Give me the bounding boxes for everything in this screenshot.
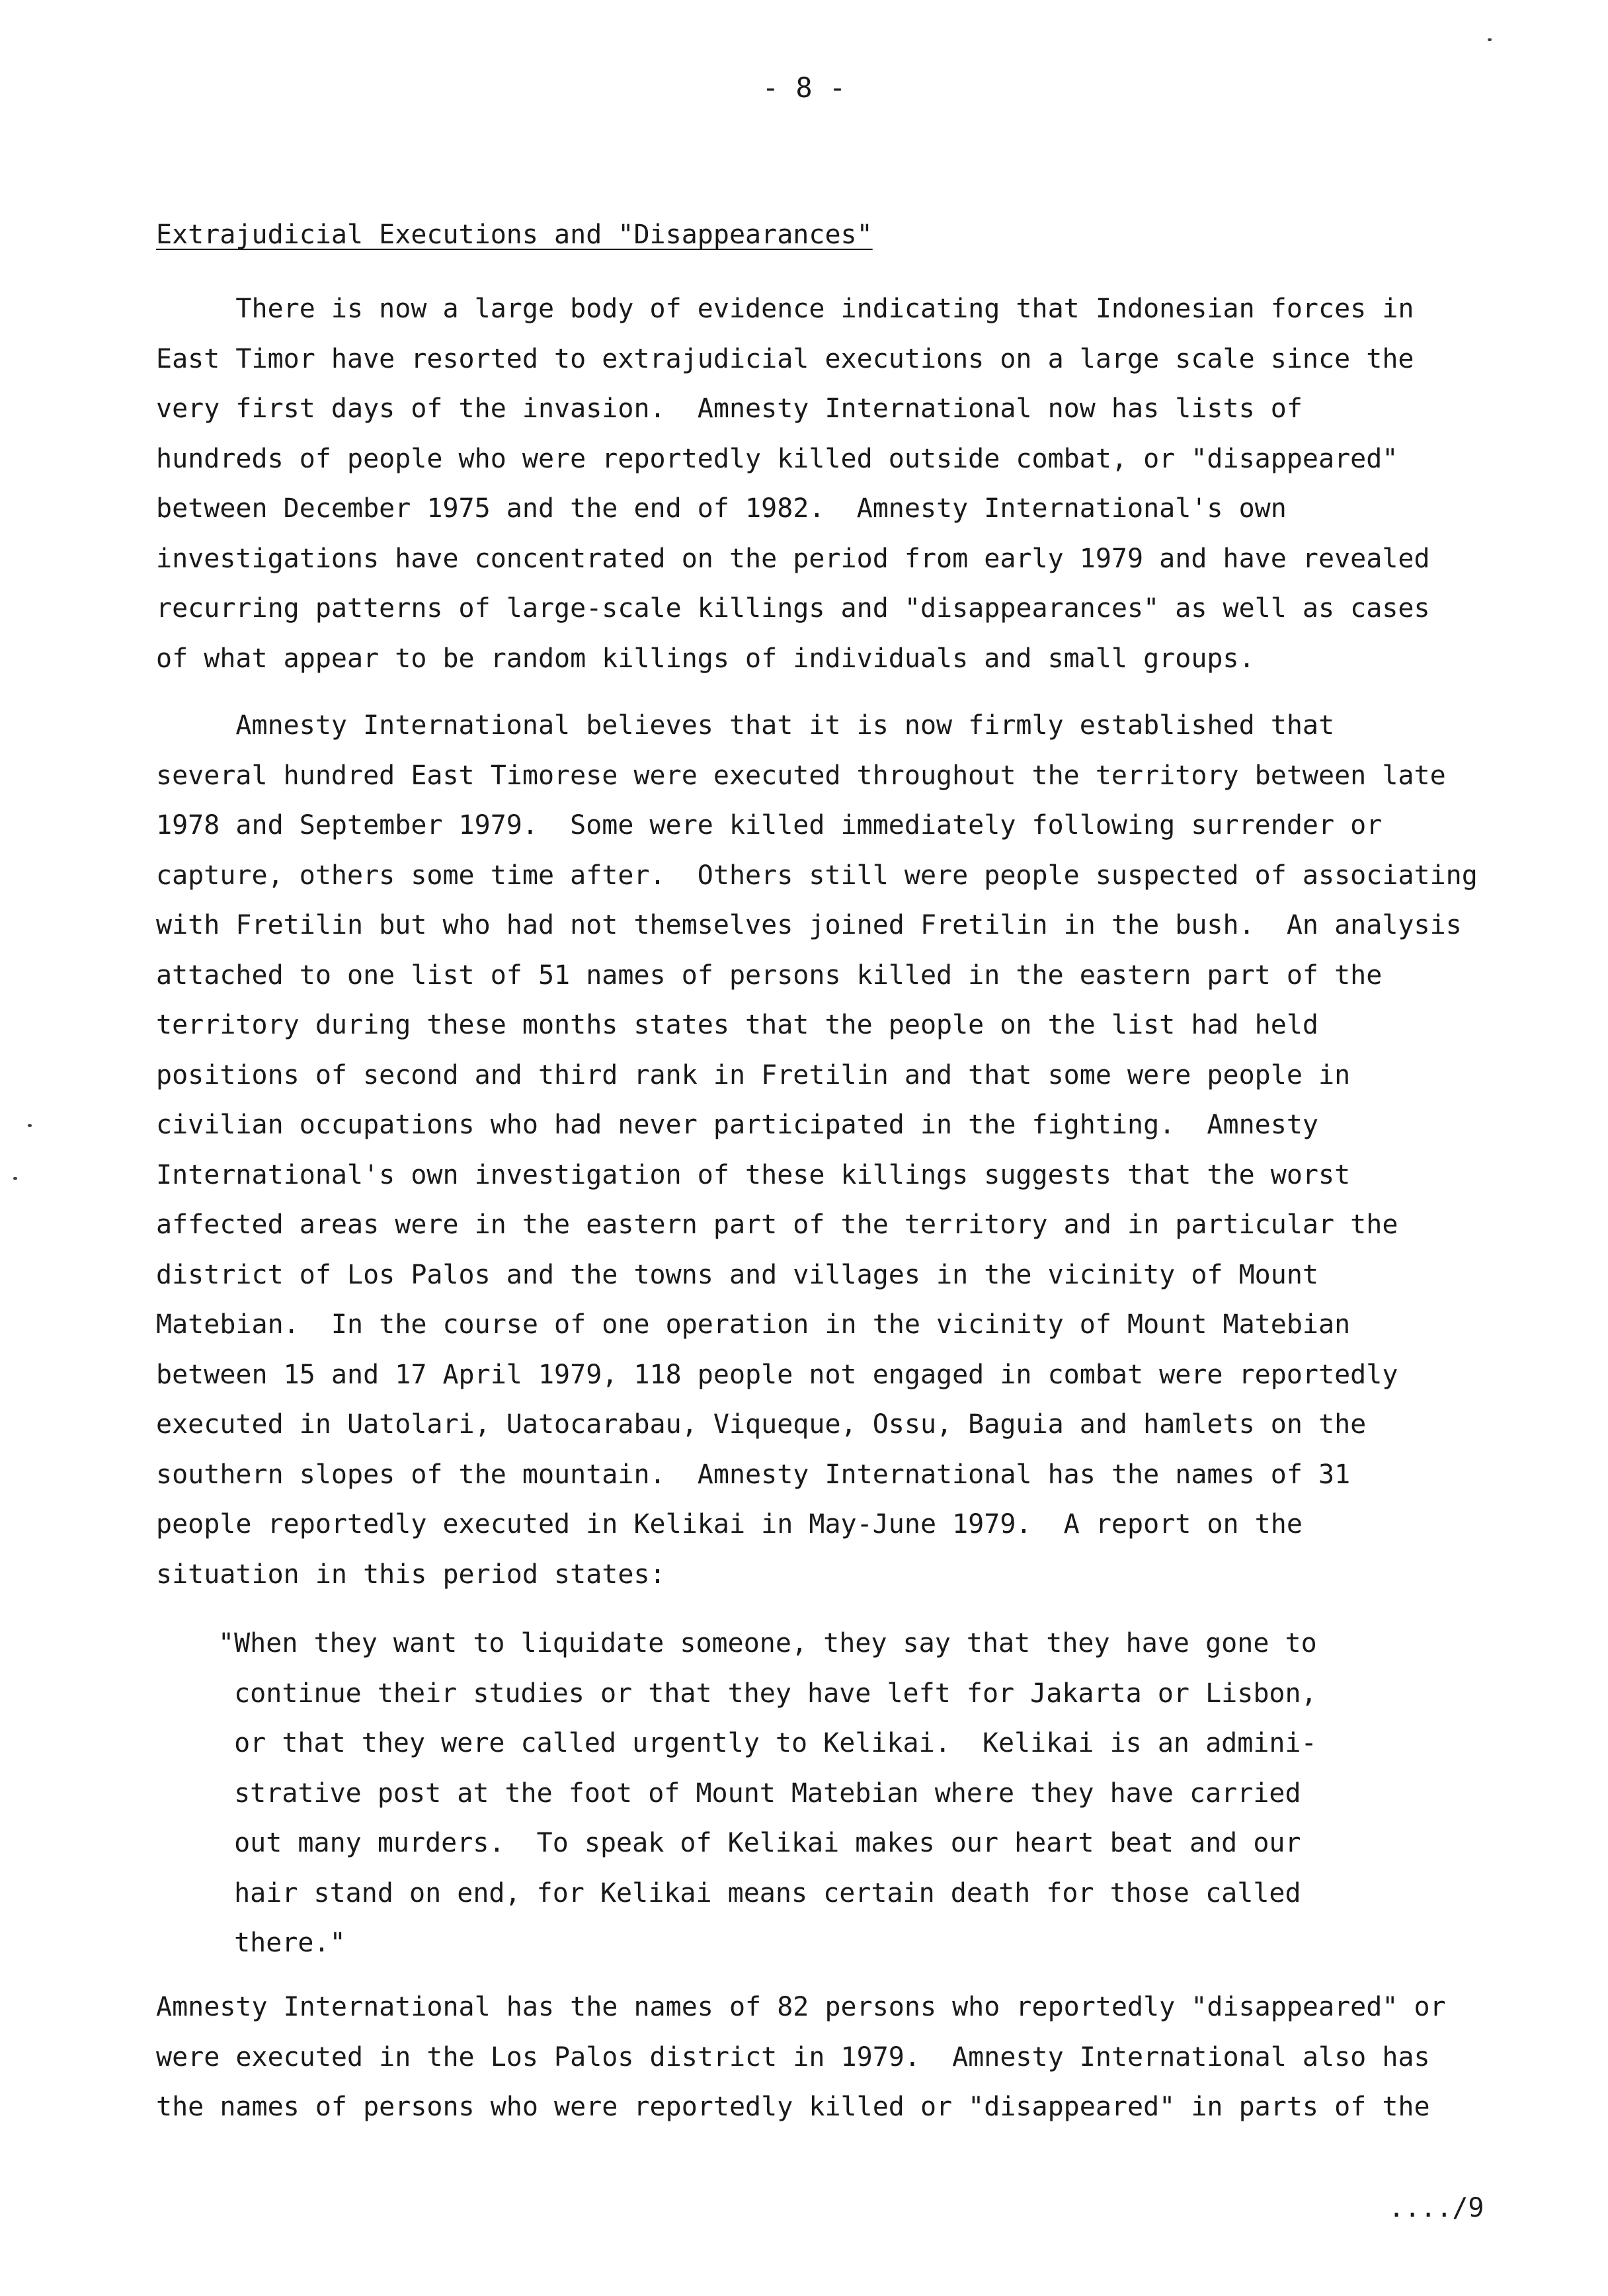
text-line: situation in this period states: [156,1559,666,1590]
text-line: 1978 and September 1979. Some were killed immediately following surrender or [156,810,1383,840]
text-line: affected areas were in the eastern part of the territory and in particular the [156,1210,1398,1240]
quote-line: there." [218,1928,346,1958]
text-line: attached to one list of 51 names of persons killed in the eastern part of the [156,960,1383,991]
paragraph-1 [156,284,1478,684]
quote-line: continue their studies or that they have left for Jakarta or Lisbon, [218,1678,1317,1709]
scan-speck [1488,38,1492,41]
scan-speck [28,1124,32,1127]
section-heading: Extrajudicial Executions and "Disappearances" [156,220,873,250]
text-line: district of Los Palos and the towns and villages in the vicinity of Mount [156,1259,1318,1290]
text-line: East Timor have resorted to extrajudicial executions on a large scale since the [156,343,1414,374]
scan-speck [13,1177,17,1180]
quote-line: out many murders. To speak of Kelikai makes our heart beat and our [218,1828,1301,1858]
page-number: - 8 - [762,71,846,104]
text-line: between 15 and 17 April 1979, 118 people not engaged in combat were reportedly [156,1359,1398,1390]
text-line: between December 1975 and the end of 1982. Amnesty International's own [156,493,1287,524]
quote-line: strative post at the foot of Mount Matebian where they have carried [218,1778,1301,1809]
text-line: civilian occupations who had never participated in the fighting. Amnesty [156,1110,1318,1140]
text-line: positions of second and third rank in Fretilin and that some were people in [156,1059,1351,1090]
continuation-marker: ..../9 [1388,2193,1484,2223]
text-line: recurring patterns of large-scale killings and "disappearances" as well as cases [156,593,1430,624]
text-line: Amnesty International believes that it is now firmly established that [156,710,1335,741]
text-line: southern slopes of the mountain. Amnesty International has the names of 31 [156,1459,1351,1490]
quote-line: hair stand on end, for Kelikai means certain death for those called [218,1877,1301,1908]
text-line: the names of persons who were reportedly killed or "disappeared" in parts of the [156,2092,1430,2122]
paragraph-2 [156,701,1478,1600]
text-line: territory during these months states that the people on the list had held [156,1010,1318,1040]
text-line: hundreds of people who were reportedly killed outside combat, or "disappeared" [156,443,1398,474]
text-line: several hundred East Timorese were executed throughout the territory between late [156,760,1446,791]
text-line: very first days of the invasion. Amnesty International now has lists of [156,393,1303,424]
text-line: There is now a large body of evidence indicating that Indonesian forces in [156,294,1414,324]
text-line: executed in Uatolari, Uatocarabau, Viqueque, Ossu, Baguia and hamlets on the [156,1409,1367,1440]
text-line: investigations have concentrated on the period from early 1979 and have revealed [156,543,1430,574]
block-quote [218,1619,1441,1969]
quote-line: "When they want to liquidate someone, they say that they have gone to [218,1628,1317,1659]
text-line: were executed in the Los Palos district in 1979. Amnesty International also has [156,2041,1430,2072]
text-line: Amnesty International has the names of 82 persons who reportedly "disappeared" or [156,1992,1446,2022]
closing-paragraph [156,1983,1478,2133]
text-line: of what appear to be random killings of individuals and small groups. [156,643,1255,674]
text-line: with Fretilin but who had not themselves joined Fretilin in the bush. An analysis [156,910,1462,940]
quote-line: or that they were called urgently to Kelikai. Kelikai is an admini- [218,1728,1317,1758]
text-line: capture, others some time after. Others still were people suspected of associating [156,860,1478,891]
text-line: people reportedly executed in Kelikai in May-June 1979. A report on the [156,1509,1303,1539]
text-line: International's own investigation of these killings suggests that the worst [156,1159,1351,1190]
text-line: Matebian. In the course of one operation in the vicinity of Mount Matebian [156,1309,1351,1340]
